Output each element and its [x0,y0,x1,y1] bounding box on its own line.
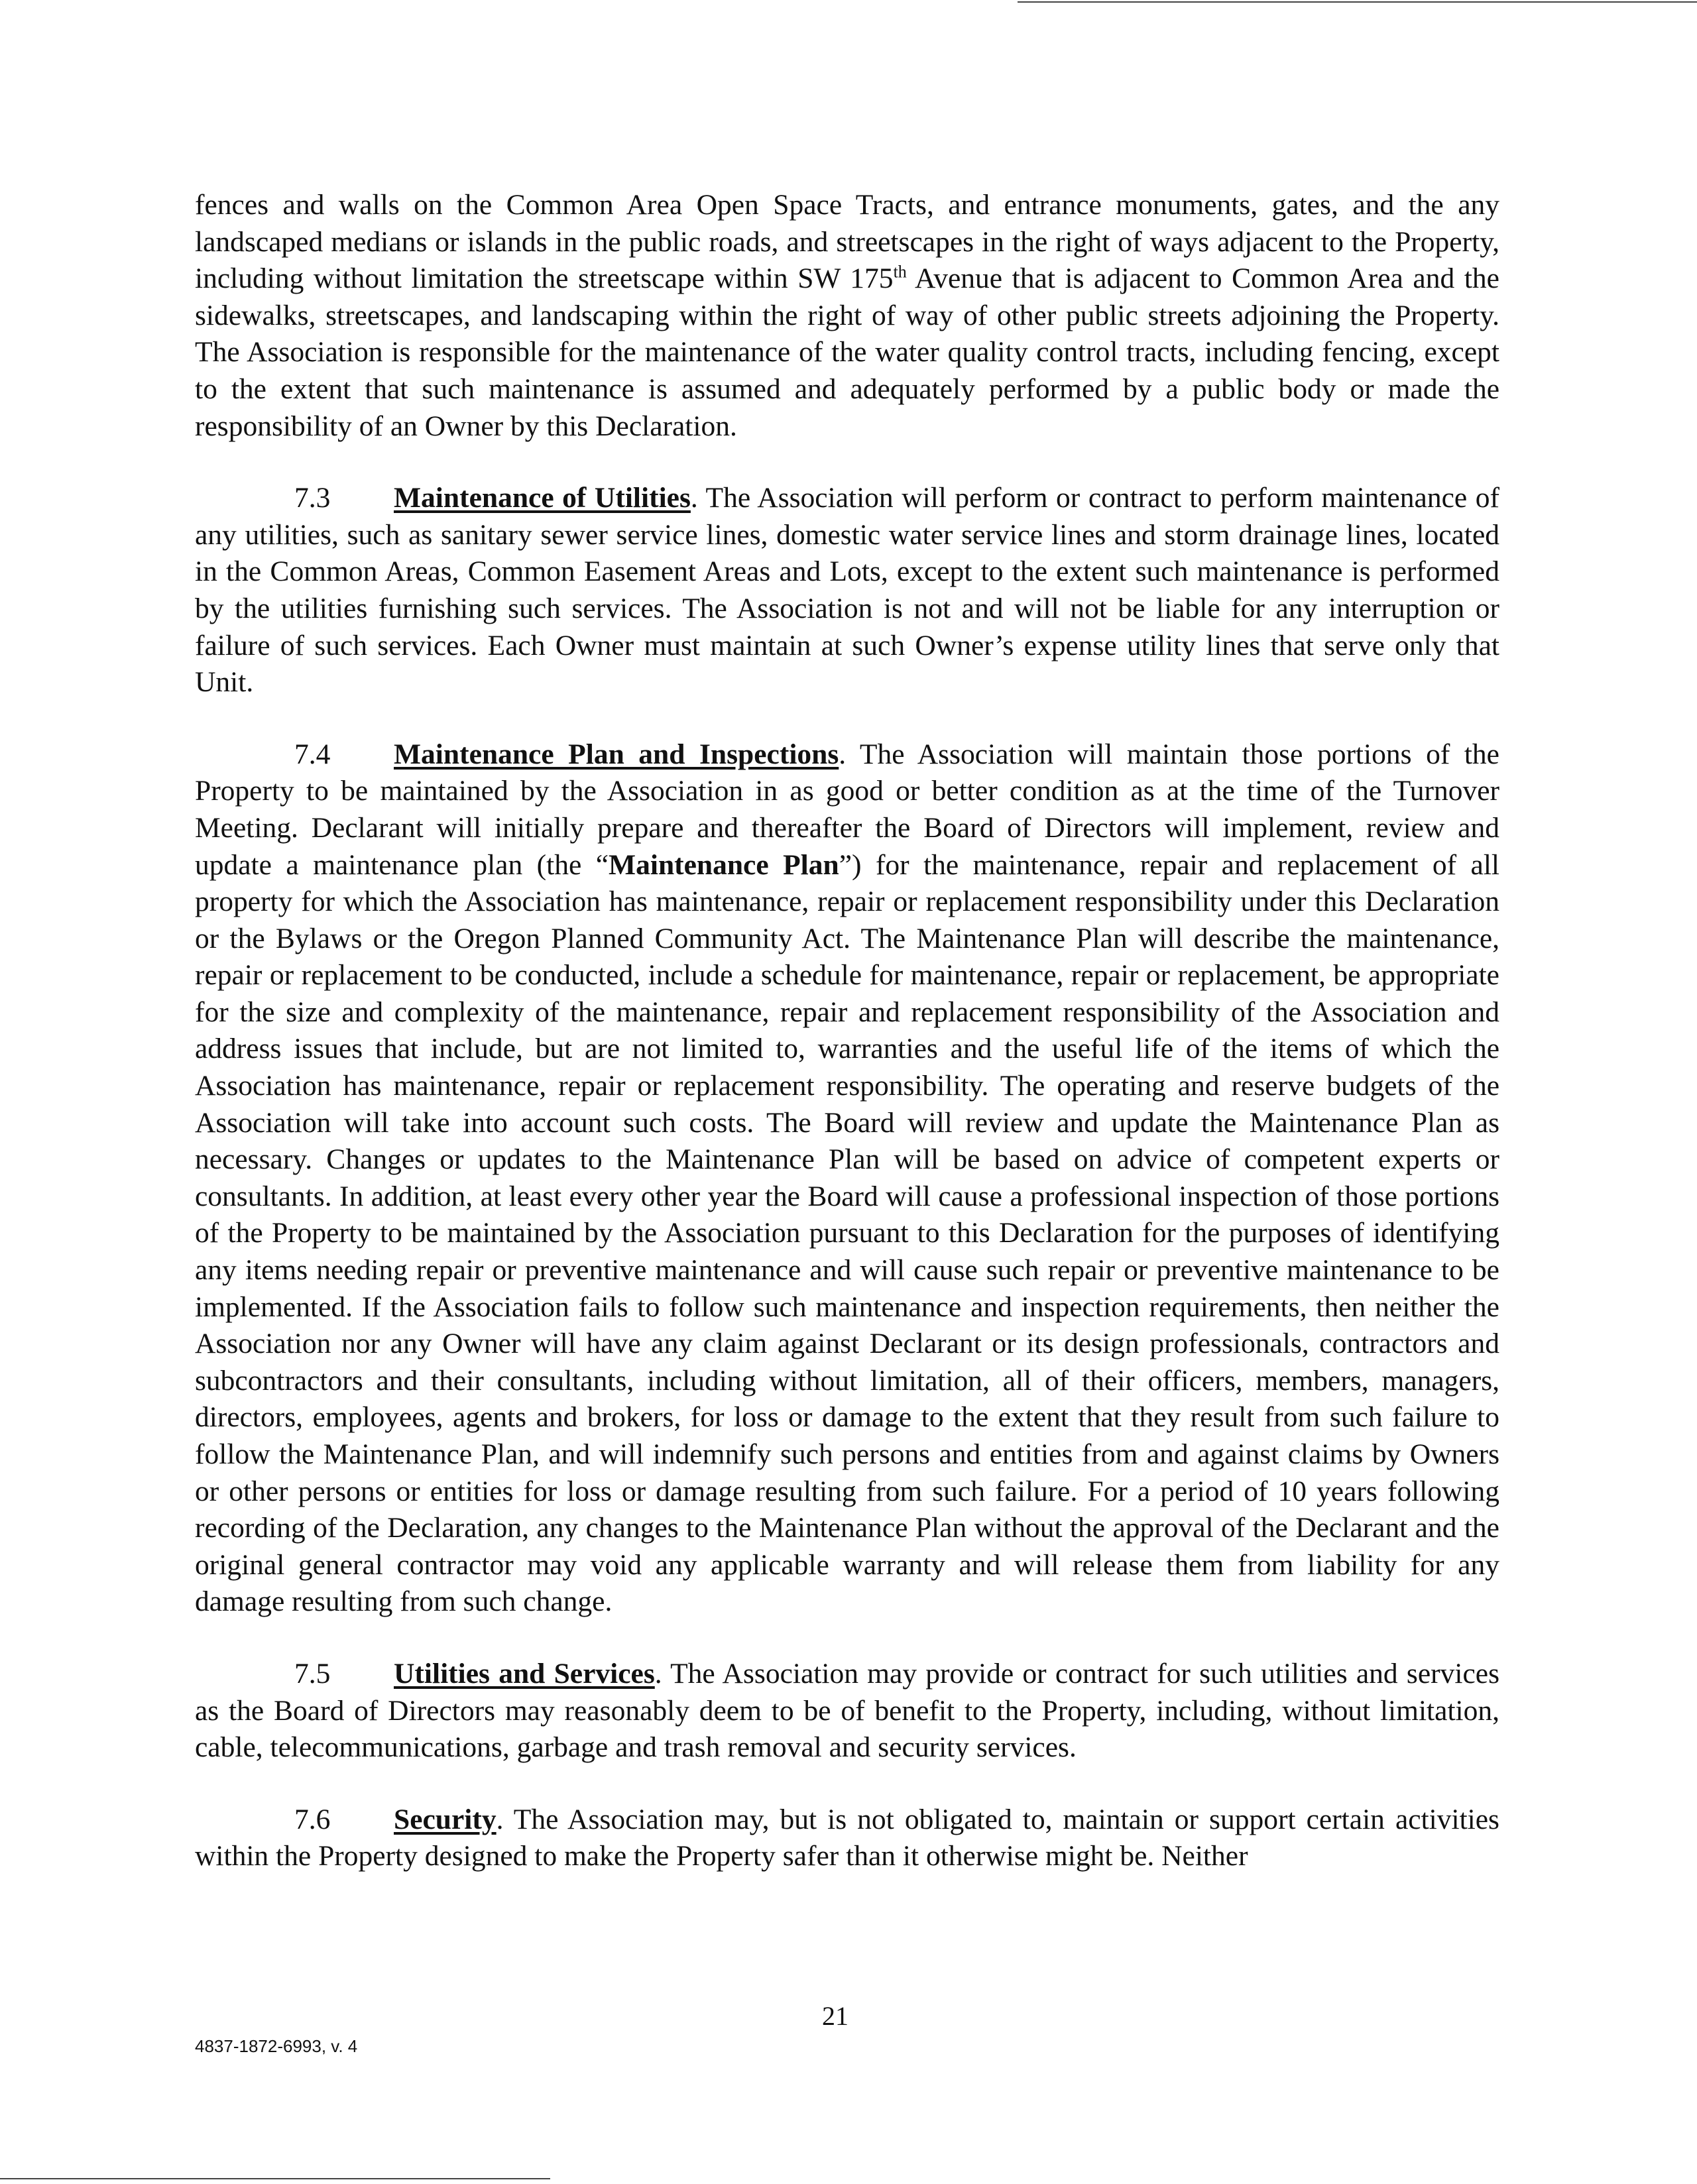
intro-text-b: Avenue that is adjacent to Common Area and the sidewalks, streetscapes, and landscaping within the right of way of other public streets adjoining the Property. The Association is responsible for the maintenance of the water quality control tracts, including fencing, except to the extent that such maintenance is assumed and adequately performed by a public body or made the responsibility of an Owner by this Declaration. [195,262,1499,442]
section-text: . The Association may provide or contract for such utilities and services as the Board of Directors may reasonably deem to be of benefit to the Property, including, without limitation, cable, telecommunications, garbage and trash removal and security services. [195,1657,1499,1764]
scan-mark-bottom-left [0,2178,550,2179]
page-number: 21 [822,2001,848,2031]
section-number: 7.6 [294,1803,331,1835]
section-number: 7.3 [294,482,331,514]
section-text: . The Association may, but is not obligated to, maintain or support certain activities within the Property designed to make the Property safer than it otherwise might be. Neither [195,1803,1499,1872]
intro-paragraph [195,187,1499,445]
section-title: Security [394,1803,497,1835]
section-text-continued: ”) for the maintenance, repair and replacement of all property for which the Association has maintenance, repair or replacement responsibility under this Declaration or the Bylaws or the Oregon Planned Community Act. The Maintenance Plan will describe the maintenance, repair or replacement to be conducted, include a schedule for maintenance, repair or replacement, be appropriate for the size and complexity of the maintenance, repair and replacement responsibility of the Association and address issues that include, but are not limited to, warranties and the useful life of the items of which the Association has maintenance, repair or replacement responsibility. The operating and reserve budgets of the Association will take into account such costs. The Board will review and update the Maintenance Plan as necessary. Changes or updates to the Maintenance Plan will be based on advice of competent experts or consultants. In addition, at least every other year the Board will cause a professional inspection of those portions of the Property to be maintained by the Association pursuant to this Declaration for the purposes of identifying any items needing repair or preventive maintenance and will cause such repair or preventive maintenance to be implemented. If the Association fails to follow such maintenance and inspection requirements, then neither the Association nor any Owner will have any claim against Declarant or its design professionals, contractors and subcontractors and their consultants, including without limitation, all of their officers, members, managers, directors, employees, agents and brokers, for loss or damage to the extent that they result from such failure to follow the Maintenance Plan, and will indemnify such persons and entities from and against claims by Owners or other persons or entities for loss or damage resulting from such failure. For a period of 10 years following recording of the Declaration, any changes to the Maintenance Plan without the approval of the Declarant and the original general contractor may void any applicable warranty and will release them from liability for any damage resulting from such change. [195,848,1499,1618]
section-7-3 [195,480,1499,701]
intro-superscript: th [893,262,907,282]
intro-text-a: fences and walls on the Common Area Open Space Tracts, and entrance monuments, gates, and the any landscaped medians or islands in the public roads, and streetscapes in the right of ways adjacent to the Property, including without limitation the streetscape within SW 175 [195,189,1499,295]
defined-term: Maintenance Plan [609,848,839,881]
section-title: Maintenance Plan and Inspections [394,738,839,770]
document-id: 4837-1872-6993, v. 4 [195,2036,358,2056]
section-7-6 [195,1802,1499,1875]
section-number: 7.5 [294,1657,331,1690]
scan-mark-top-right [1018,1,1697,3]
section-text: . The Association will perform or contract to perform maintenance of any utilities, such as sanitary sewer service lines, domestic water service lines and storm drainage lines, located in the Common Areas, Common Easement Areas and Lots, except to the extent such maintenance is performed by the utilities furnishing such services. The Association is not and will not be liable for any interruption or failure of such services. Each Owner must maintain at such Owner’s expense utility lines that serve only that Unit. [195,482,1499,699]
section-7-5 [195,1656,1499,1766]
section-title: Utilities and Services [394,1657,655,1690]
section-title: Maintenance of Utilities [394,482,691,514]
section-text: . The Association will maintain those portions of the Property to be maintained by the Association in as good or better condition as at the time of the Turnover Meeting. Declarant will initially prepare and thereafter the Board of Directors will implement, review and update a maintenance plan (the “ [195,738,1499,881]
section-7-4 [195,736,1499,1621]
document-body [195,187,1499,1910]
section-number: 7.4 [294,738,331,770]
